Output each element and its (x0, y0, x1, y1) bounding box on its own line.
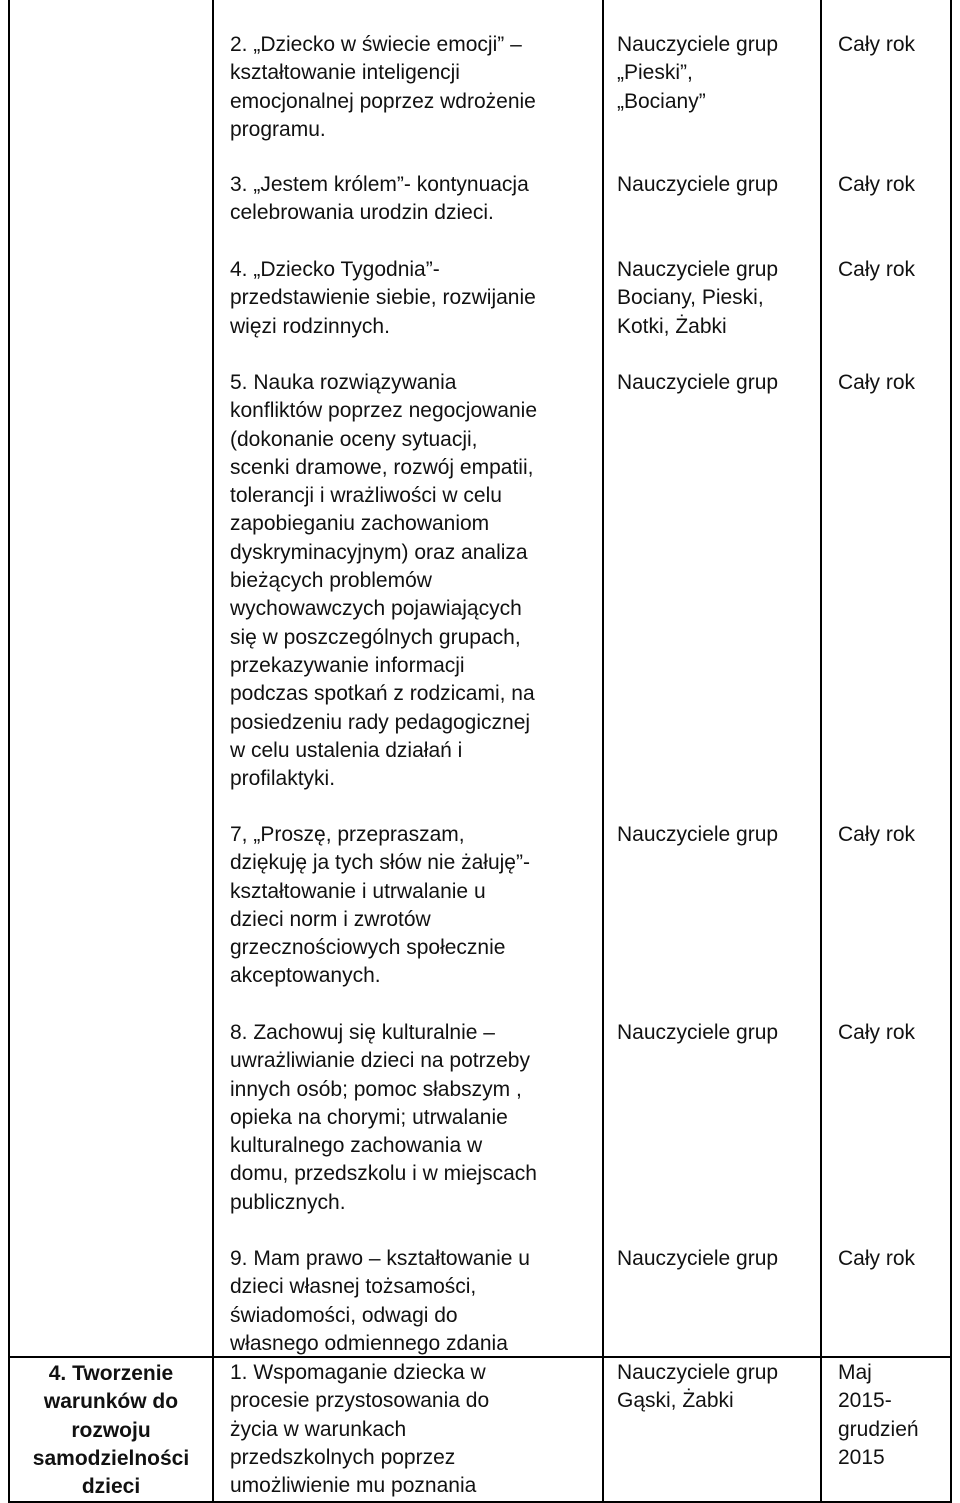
term-line: Cały rok (838, 371, 916, 394)
task-line: dyskryminacyjnym) oraz analiza (230, 540, 528, 564)
responsible-line: Nauczyciele grup (617, 371, 779, 394)
task-line: scenki dramowe, rozwój empatii, (230, 455, 534, 479)
responsible-line: Bociany, Pieski, (617, 286, 764, 310)
responsible-cell (617, 369, 817, 397)
term-cell (838, 369, 948, 397)
task-line: procesie przystosowania do (230, 1389, 490, 1413)
task-cell (230, 1019, 600, 1217)
term-line: Cały rok (838, 1021, 916, 1044)
responsible-line: „Bociany” (617, 89, 706, 113)
table-column-divider (820, 0, 822, 1503)
task-line: życia w warunkach (230, 1417, 407, 1441)
table-column-divider (602, 0, 604, 1503)
task-line: innych osób; pomoc słabszym , (230, 1077, 522, 1101)
responsible-line: Nauczyciele grup (617, 1021, 779, 1044)
table-column-divider (212, 0, 214, 1503)
task-cell (230, 369, 600, 793)
term-cell (838, 1245, 948, 1273)
term-line: Cały rok (838, 173, 916, 196)
task-line: dzieci własnej tożsamości, (230, 1275, 477, 1299)
responsible-cell (617, 821, 817, 849)
task-line: (dokonanie oceny sytuacji, (230, 427, 478, 451)
task-line: 8. Zachowuj się kulturalnie – (230, 1021, 495, 1044)
task-cell (230, 821, 600, 991)
task-line: tolerancji i wrażliwości w celu (230, 484, 502, 508)
responsible-line: Nauczyciele grup (617, 173, 779, 196)
section-title-line: samodzielności (32, 1446, 190, 1470)
task-line: dzieci norm i zwrotów (230, 907, 431, 931)
task-line: własnego odmiennego zdania (230, 1331, 508, 1355)
task-line: w celu ustalenia działań i (230, 738, 463, 762)
responsible-line: Nauczyciele grup (617, 823, 779, 846)
responsible-cell (617, 1359, 817, 1416)
task-line: celebrowania urodzin dzieci. (230, 201, 494, 225)
task-line: umożliwienie mu poznania (230, 1474, 477, 1498)
responsible-line: Nauczyciele grup (617, 33, 779, 56)
responsible-line: Kotki, Żabki (617, 314, 727, 338)
task-line: 4. „Dziecko Tygodnia”- (230, 258, 440, 281)
task-line: kształtowanie i utrwalanie u (230, 879, 486, 903)
task-line: 5. Nauka rozwiązywania (230, 371, 457, 394)
task-line: się w poszczególnych grupach, (230, 625, 521, 649)
responsible-line: Gąski, Żabki (617, 1389, 734, 1413)
task-line: 9. Mam prawo – kształtowanie u (230, 1247, 530, 1270)
section-title-line: warunków do (43, 1390, 179, 1414)
section-title-line: dzieci (81, 1475, 141, 1499)
task-line: akceptowanych. (230, 964, 381, 988)
responsible-line: Nauczyciele grup (617, 258, 779, 281)
task-line: uwrażliwianie dzieci na potrzeby (230, 1049, 530, 1073)
responsible-cell (617, 256, 817, 341)
responsible-line: Nauczyciele grup (617, 1247, 779, 1270)
term-line: Maj (838, 1361, 872, 1384)
table-border-left (8, 0, 10, 1503)
task-cell (230, 1245, 600, 1358)
task-line: kulturalnego zachowania w (230, 1134, 483, 1158)
responsible-line: „Pieski”, (617, 61, 693, 85)
term-cell (838, 171, 948, 199)
responsible-cell (617, 1019, 817, 1047)
task-line: podczas spotkań z rodzicami, na (230, 682, 535, 706)
term-line: Cały rok (838, 1247, 916, 1270)
responsible-line: Nauczyciele grup (617, 1361, 779, 1384)
task-line: przedstawienie siebie, rozwijanie (230, 286, 536, 310)
task-line: przedszkolnych poprzez (230, 1445, 456, 1469)
task-line: opieka na chorymi; utrwalanie (230, 1105, 508, 1129)
term-cell (838, 821, 948, 849)
task-line: publicznych. (230, 1190, 346, 1214)
table-border-right (950, 0, 952, 1503)
term-cell (838, 1359, 948, 1472)
task-line: 1. Wspomaganie dziecka w (230, 1361, 486, 1384)
section-title (12, 1360, 210, 1501)
section-title-line: rozwoju (71, 1418, 151, 1442)
task-line: kształtowanie inteligencji (230, 61, 460, 85)
section-title-line: 4. Tworzenie (48, 1362, 174, 1385)
term-cell (838, 31, 948, 59)
task-line: więzi rodzinnych. (230, 314, 390, 338)
task-line: 7, „Proszę, przepraszam, (230, 823, 465, 846)
task-line: dziękuję ja tych słów nie żałuję”- (230, 851, 530, 875)
responsible-cell (617, 31, 817, 116)
term-line: Cały rok (838, 258, 916, 281)
term-cell (838, 256, 948, 284)
task-line: wychowawczych pojawiających (230, 597, 522, 621)
task-line: świadomości, odwagi do (230, 1303, 458, 1327)
term-cell (838, 1019, 948, 1047)
task-line: zapobieganiu zachowaniom (230, 512, 490, 536)
task-line: 3. „Jestem królem”- kontynuacja (230, 173, 529, 196)
task-line: bieżących problemów (230, 569, 432, 593)
task-line: grzecznościowych społecznie (230, 936, 506, 960)
term-line: 2015- (838, 1389, 892, 1413)
task-line: profilaktyki. (230, 767, 336, 791)
term-line: Cały rok (838, 33, 916, 56)
term-line: grudzień (838, 1417, 919, 1441)
term-line: Cały rok (838, 823, 916, 846)
task-cell (230, 31, 600, 144)
task-line: 2. „Dziecko w świecie emocji” – (230, 33, 522, 56)
task-cell (230, 171, 600, 228)
task-line: konfliktów poprzez negocjowanie (230, 399, 538, 423)
term-line: 2015 (838, 1445, 885, 1469)
task-line: posiedzeniu rady pedagogicznej (230, 710, 531, 734)
task-line: domu, przedszkolu i w miejscach (230, 1162, 537, 1186)
task-line: emocjonalnej poprzez wdrożenie (230, 89, 536, 113)
task-cell (230, 1359, 600, 1500)
task-cell (230, 256, 600, 341)
task-line: programu. (230, 117, 326, 141)
responsible-cell (617, 171, 817, 199)
responsible-cell (617, 1245, 817, 1273)
task-line: przekazywanie informacji (230, 653, 465, 677)
